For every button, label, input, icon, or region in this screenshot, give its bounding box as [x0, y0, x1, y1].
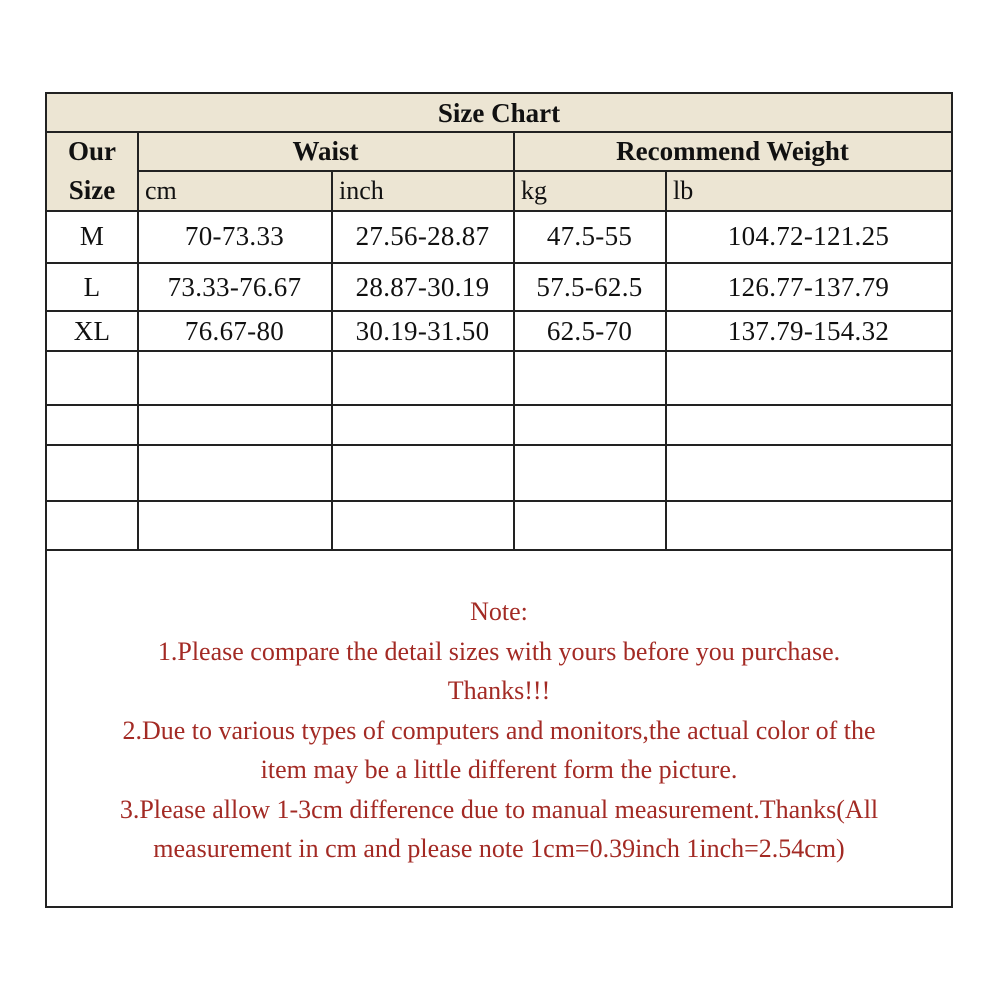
chart-title: Size Chart: [47, 94, 951, 132]
note-line: 3.Please allow 1-3cm difference due to manual measurement.Thanks(All: [119, 794, 879, 824]
row-divider: [47, 131, 951, 133]
waist-cm-cell: 70-73.33: [184, 220, 285, 251]
size-cell: M: [79, 220, 105, 251]
column-divider: [665, 171, 667, 551]
column-divider: [137, 131, 139, 551]
note-line: 2.Due to various types of computers and monitors,the actual color of the: [122, 715, 876, 745]
weight-lb-cell: 137.79-154.32: [727, 315, 890, 346]
waist-header: Waist: [138, 132, 513, 170]
size-header-line-1: Our: [67, 136, 116, 166]
column-divider: [513, 131, 515, 551]
size-cell: L: [83, 271, 101, 302]
weight-lb-cell: 126.77-137.79: [727, 271, 890, 302]
weight-lb-cell: 104.72-121.25: [727, 220, 890, 251]
note-line: item may be a little different form the picture.: [260, 755, 738, 784]
notes-section: [47, 552, 951, 906]
row-divider: [47, 310, 951, 312]
size-chart: [45, 92, 953, 908]
weight-header: Recommend Weight: [514, 132, 951, 170]
row-divider: [138, 170, 951, 172]
waist-inch-cell: 27.56-28.87: [355, 220, 490, 251]
unit-header-kg: kg: [521, 176, 547, 205]
size-column-header: [47, 132, 137, 210]
note-line: 1.Please compare the detail sizes with yours before you purchase.: [157, 636, 841, 666]
unit-header-lb: lb: [673, 176, 694, 205]
size-cell: XL: [73, 315, 111, 346]
unit-header-inch: inch: [339, 176, 384, 205]
notes-heading: Note:: [470, 597, 528, 626]
row-divider: [47, 549, 951, 551]
unit-header-cm: cm: [145, 176, 177, 205]
row-divider: [47, 404, 951, 406]
waist-inch-cell: 28.87-30.19: [355, 271, 490, 302]
row-divider: [47, 262, 951, 264]
row-divider: [47, 210, 951, 212]
column-divider: [331, 171, 333, 551]
row-divider: [47, 500, 951, 502]
weight-kg-cell: 57.5-62.5: [536, 271, 643, 302]
note-line: measurement in cm and please note 1cm=0.39inch 1inch=2.54cm): [153, 834, 845, 863]
waist-cm-cell: 73.33-76.67: [167, 271, 302, 302]
row-divider: [47, 350, 951, 352]
weight-kg-cell: 47.5-55: [546, 220, 633, 251]
waist-cm-cell: 76.67-80: [184, 315, 285, 346]
row-divider: [47, 444, 951, 446]
weight-kg-cell: 62.5-70: [546, 315, 633, 346]
size-header-line-2: Size: [68, 175, 116, 205]
note-line: Thanks!!!: [447, 676, 551, 705]
waist-inch-cell: 30.19-31.50: [355, 315, 490, 346]
